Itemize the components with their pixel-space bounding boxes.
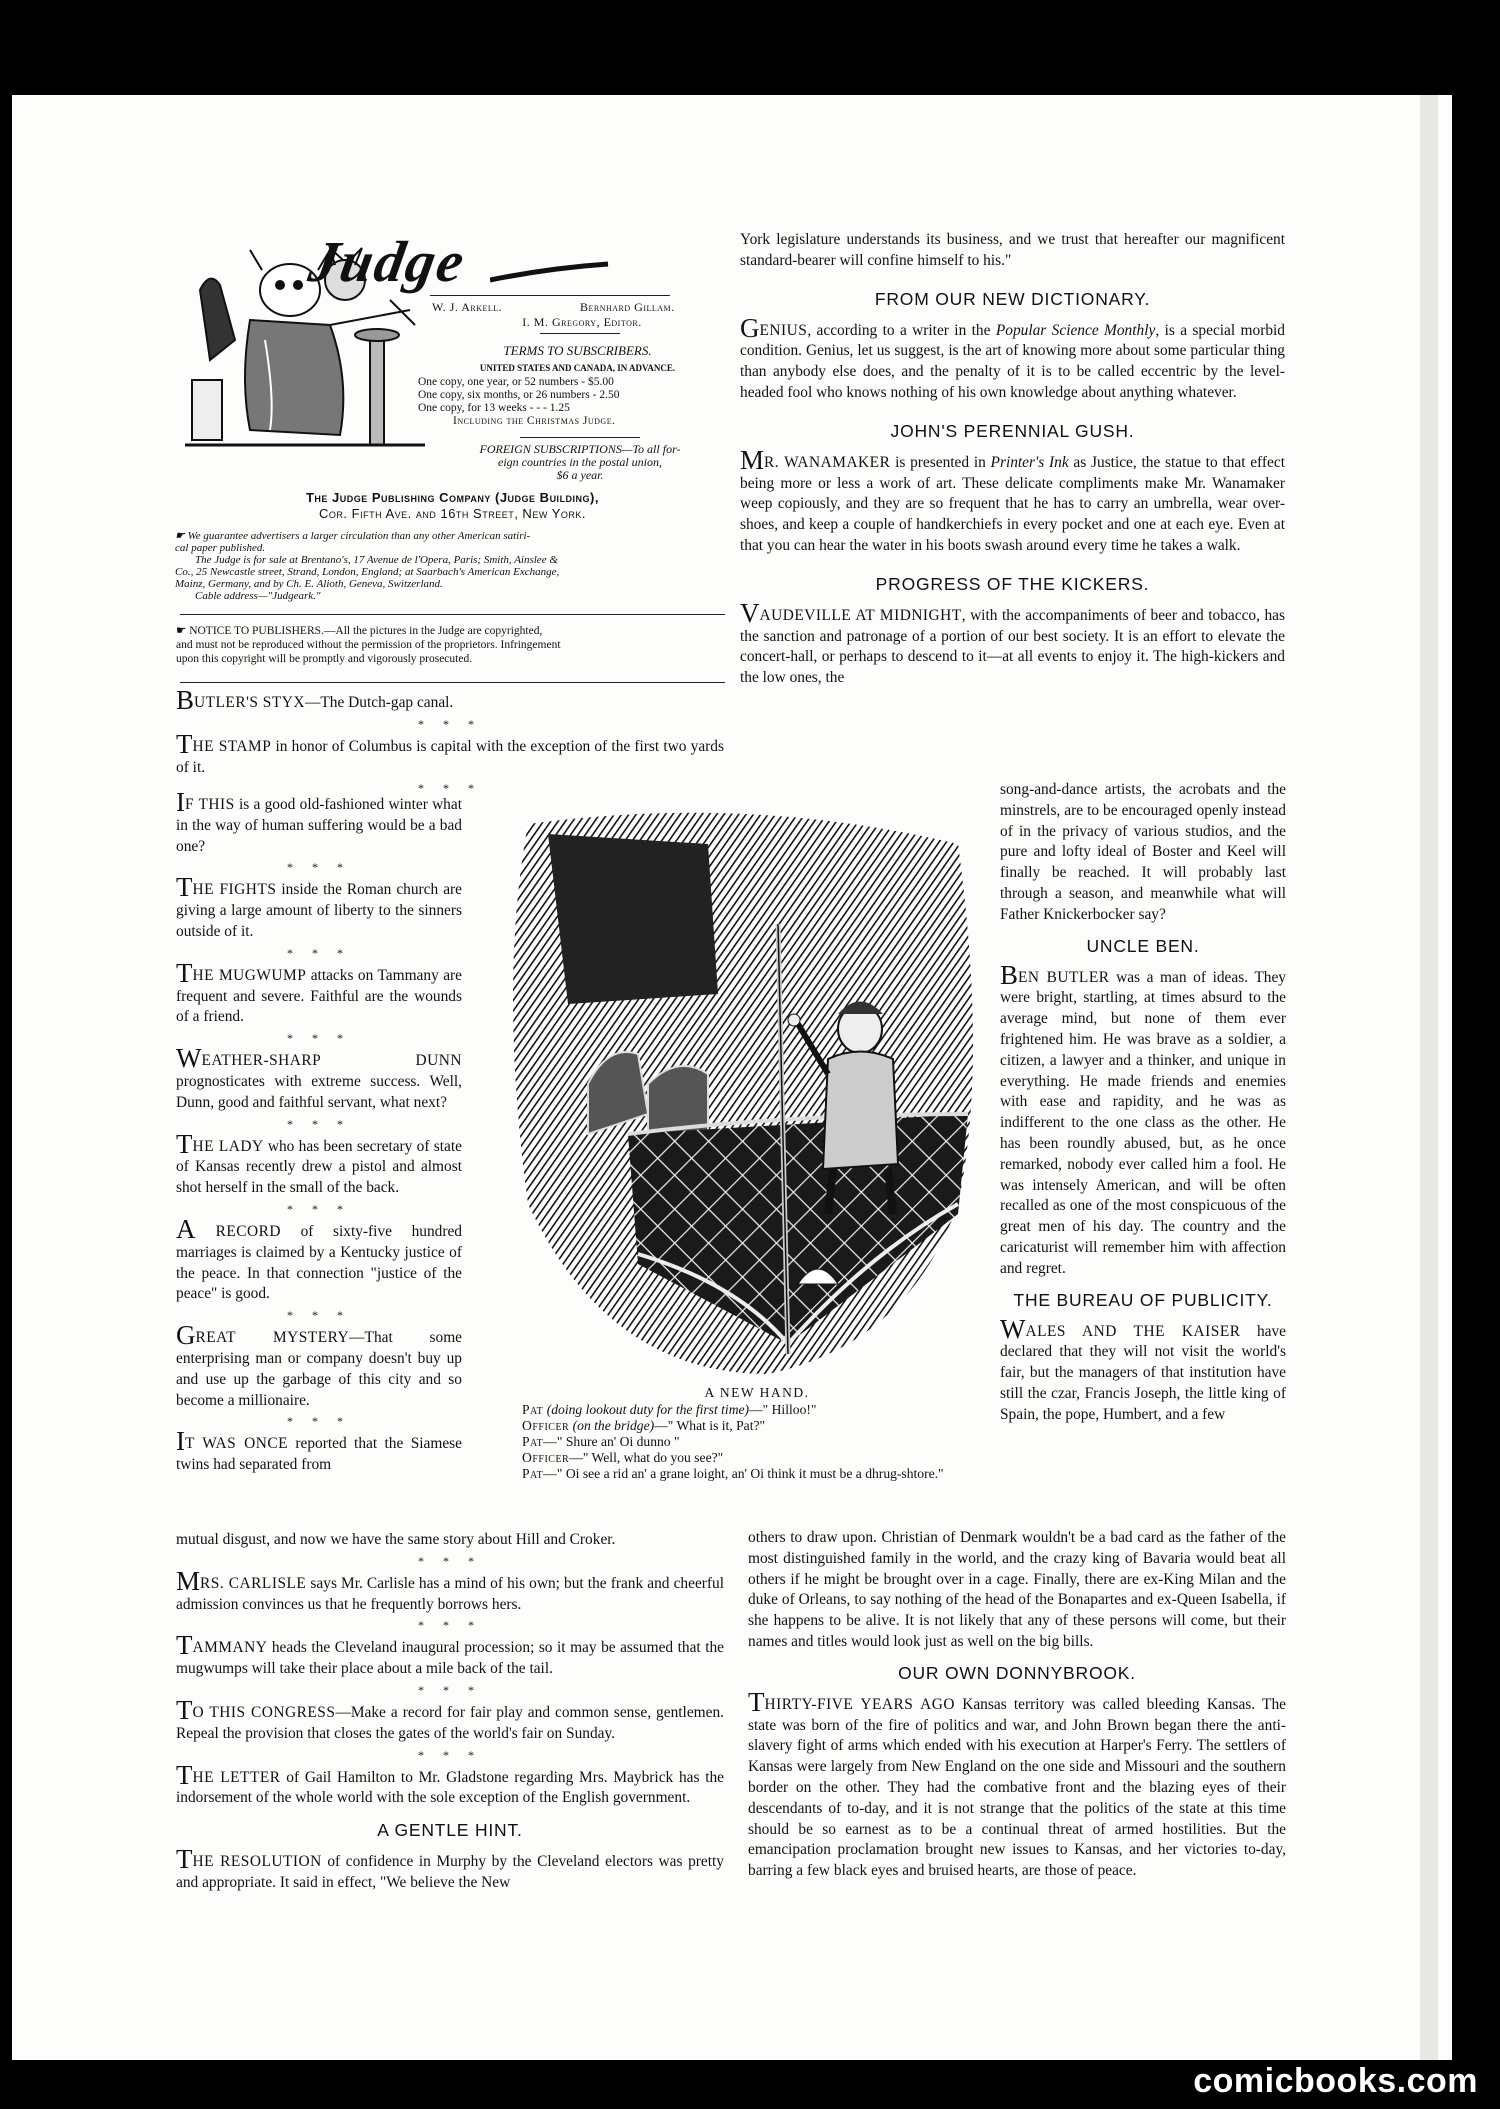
paragraph-text: of sixty-five hundred marriages is claimed by a Kentucky justice of the peace. In that connection "justice of the peace" is good. [176, 1222, 462, 1303]
stage-direction: (on the bridge) [572, 1418, 655, 1433]
paragraph [176, 957, 462, 1028]
notice-to-publishers [176, 624, 726, 666]
paragraph [176, 1565, 724, 1616]
caption-line [522, 1434, 992, 1450]
sale-line: The Judge is for sale at Brentano's, 17 Avenue de l'Opera, Paris; Smith, Ainslee & [195, 554, 558, 566]
paragraph [176, 728, 724, 779]
drop-cap: M [740, 444, 765, 475]
caption-line [522, 1402, 992, 1418]
foreign-line: $6 a year. [556, 468, 604, 482]
dialogue: —" Shure an' Oi dunno " [543, 1434, 680, 1449]
lead-in: HE LADY [192, 1137, 264, 1155]
separator: * * * [418, 1618, 482, 1633]
masthead-gillam: Bernhard Gillam. [580, 300, 675, 314]
paragraph-text: heads the Cleveland inaugural procession; so it may be assumed that the mugwumps will take their place about a mile back of the tail. [176, 1639, 724, 1678]
right-column-narrow [1000, 780, 1286, 1426]
drop-cap: T [748, 1686, 765, 1717]
paragraph-text: of Gail Hamilton to Mr. Gladstone regarding Mrs. Maybrick has the indorsement of the whole world with the sole exception of the English government. [176, 1768, 725, 1807]
lead-in: R. WANAMAKER [764, 453, 891, 471]
drop-cap: T [176, 1630, 193, 1661]
page-edge-shadow [1420, 95, 1438, 2060]
lead-in: T WAS ONCE [185, 1435, 289, 1453]
guarantee-line: cal paper published. [175, 542, 266, 554]
lead-in: HIRTY-FIVE YEARS AGO [764, 1695, 956, 1713]
paragraph-text: of confidence in Murphy by the Cleveland electors was pretty and appropriate. It said in effect, "We believe the New [176, 1853, 724, 1891]
lead-in: REAT MYSTERY [195, 1329, 350, 1347]
drop-cap: B [176, 685, 195, 715]
lead-in: RECORD [195, 1222, 282, 1240]
speaker: Pat [522, 1434, 544, 1449]
lead-in: AMMANY [192, 1639, 268, 1657]
left-column-narrow [176, 787, 462, 1476]
drop-cap: M [176, 1565, 201, 1596]
paragraph [740, 597, 1285, 689]
company-line: Cor. Fifth Ave. and 16th Street, New York. [319, 506, 586, 521]
paragraph-text: —Make a record for fair play and common sense, gentlemen. Repeal the provision that closes the gates of the world's fair on Sunday. [176, 1703, 724, 1742]
section-heading: FROM OUR NEW DICTIONARY. [874, 288, 1151, 309]
masthead-editor: I. M. Gregory, Editor. [522, 315, 642, 329]
lead-in: RS. CARLISLE [200, 1574, 307, 1592]
stage-direction: (doing lookout duty for the first time) [546, 1402, 750, 1417]
drop-cap: T [176, 1759, 193, 1790]
separator: * * * [287, 1031, 351, 1046]
foreign-line: FOREIGN SUBSCRIPTIONS—To all for- [479, 442, 681, 456]
notice-rule-bottom [180, 682, 725, 683]
paragraph-text: Kansas territory was called bleeding Kansas. The state was born of the fire of politics and war, and John Brown began there the anti-slavery fight of arms which ended with his execution at Harper's Ferry. The settlers of Kansas were largely from New England on the one side and Missouri and the southern border on the other. They had the combative front and the blazing eyes of their descendants of to-day, and it is not strange that the politics of the state at this time should be so earnest as to be a continual threat of armed hostilities. But the emancipation proclamation brought new issues to Kansas, and her victories to-day, barring a few black eyes and bruised hearts, are those of peace. [748, 1695, 1286, 1880]
paragraph [176, 1759, 725, 1810]
illustration-caption [522, 1385, 992, 1482]
drop-cap: T [176, 1694, 193, 1725]
paragraph-text: who has been secretary of state of Kansas recently drew a pistol and almost shot herself in the small of the back. [176, 1137, 462, 1197]
masthead-rule [430, 295, 670, 296]
paragraph [176, 1043, 462, 1113]
drop-cap: W [176, 1043, 202, 1074]
drop-cap: T [176, 1844, 193, 1875]
paragraph [176, 1320, 462, 1411]
drop-cap: G [176, 1320, 196, 1351]
paragraph [176, 787, 462, 857]
italic-title: Printer's Ink [990, 453, 1069, 471]
sale-line: Cable address—"Judgeark." [195, 590, 321, 602]
masthead-rule-2 [540, 333, 620, 334]
dialogue: —" Hilloo!" [749, 1402, 817, 1417]
drop-cap: T [176, 1128, 193, 1159]
masthead-rule-3 [520, 437, 640, 438]
separator: * * * [287, 1414, 351, 1429]
separator: * * * [418, 1747, 482, 1762]
lead-in: EATHER-SHARP DUNN [201, 1052, 462, 1070]
caption-line [522, 1418, 992, 1434]
lead-in: HE LETTER [192, 1768, 281, 1786]
separator: * * * [418, 1553, 482, 1568]
lead-in: EN BUTLER [1018, 968, 1110, 986]
section-heading: THE BUREAU OF PUBLICITY. [1013, 1289, 1273, 1310]
paragraph [748, 1686, 1286, 1882]
speaker: Officer [522, 1450, 570, 1465]
sale-line: Mainz, Germany, and by Ch. E. Alioth, Geneva, Switzerland. [175, 578, 443, 590]
dialogue: —" Oi see a rid an' a grane loight, an' Oi think it must be a dhrug-shtore." [543, 1466, 944, 1481]
caption-line [522, 1466, 992, 1482]
pointing-hand-icon: ☛ [175, 530, 188, 542]
drop-cap: I [176, 787, 185, 817]
drop-cap: T [176, 872, 193, 903]
paragraph [740, 444, 1285, 557]
lead-in: HE RESOLUTION [192, 1853, 322, 1871]
terms-line: One copy, six months, or 26 numbers - 2.50 [418, 389, 620, 401]
guarantee-line: We guarantee advertisers a larger circulation than any other American satiri- [187, 530, 531, 542]
paragraph [1000, 959, 1286, 1280]
lead-in: AUDEVILLE AT MIDNIGHT [759, 606, 962, 624]
drop-cap: V [740, 597, 760, 628]
caption-title: A NEW HAND. [704, 1385, 810, 1400]
separator: * * * [287, 945, 351, 960]
site-watermark[interactable]: comicbooks.com [1193, 2062, 1478, 2100]
left-column-top [176, 685, 724, 798]
dialogue: —" Well, what do you see?" [569, 1450, 724, 1465]
paragraph-text: is presented in [890, 453, 991, 471]
paragraph: others to draw upon. Christian of Denmark wouldn't be a bad card as the father of the most distinguished family in the world, and the crazy king of Bavaria would beat all others if he might be brought over in a cage. Finally, there are ex-King Milan and the duke of Orleans, to say nothing of the head of the Bonapartes and ex-Queen Isabella, if she happens to be alive. It is not likely that any of these persons will come, but their names and titles would look just as well on the big bills. [748, 1529, 1286, 1650]
lead-in: HE FIGHTS [192, 881, 277, 899]
notice-line: upon this copyright will be promptly and vigorously prosecuted. [176, 653, 473, 665]
italic-title: Popular Science Monthly [995, 321, 1156, 339]
paragraph-text: —The Dutch-gap canal. [304, 694, 454, 711]
drop-cap: G [740, 312, 760, 343]
notice-line: NOTICE TO PUBLISHERS.—All the pictures in the Judge are copyrighted, [189, 625, 543, 637]
foreign-subscriptions [420, 443, 740, 482]
paragraph-text: as Justice, the statue to that effect being more or less a work of art. These delicate compliments make Mr. Wanamaker weep copiously, and they are so frequent that he has to carry an umbrella, wear over-shoes, and keep a couple of handkerchiefs in every pocket and one at each eye. Even at that you can hear the water in his boots swash around every time he takes a walk. [740, 453, 1285, 554]
drop-cap: T [176, 728, 193, 759]
illustration-ship-lookout [488, 784, 1000, 1382]
section-heading: OUR OWN DONNYBROOK. [898, 1662, 1136, 1683]
lead-in: ENIUS [759, 321, 808, 339]
dialogue: —" What is it, Pat?" [654, 1418, 766, 1433]
foreign-line: eign countries in the postal union, [498, 455, 662, 469]
drop-cap: I [176, 1426, 185, 1457]
paragraph [176, 1694, 724, 1745]
right-column-bottom [748, 1528, 1286, 1891]
left-column-bottom [176, 1530, 724, 1903]
terms-line: One copy, one year, or 52 numbers - $5.00 [418, 376, 614, 388]
paragraph-text: , is a special morbid condition. Genius, let us suggest, is the art of knowing more about some particular thing than anybody else does, and the penalty of it is to be called eccentric by the level-headed fool who knows nothing of his own knowledge about anything whatever. [740, 321, 1285, 401]
advertiser-guarantee [175, 530, 725, 602]
paragraph [176, 1630, 724, 1680]
terms-title: TERMS TO SUBSCRIBERS. [503, 343, 652, 358]
paragraph-text: —That some enterprising man or company doesn't buy up and use up the garbage of this city and so become a millionaire. [176, 1329, 462, 1409]
terms-subtitle: UNITED STATES AND CANADA, IN ADVANCE. [479, 363, 676, 373]
drop-cap: A [176, 1213, 196, 1244]
terms-line: One copy, for 13 weeks - - - 1.25 [418, 402, 570, 414]
paragraph [176, 1844, 724, 1894]
paragraph-text: , with the accompaniments of beer and tobacco, has the sanction and patronage of a portion of our best society. It is an effort to elevate the concert-hall, or perhaps to descend to it—at all events to enjoy it. The high-kickers and the low ones, the [740, 606, 1285, 687]
section-heading: PROGRESS OF THE KICKERS. [875, 573, 1150, 594]
paragraph-text: inside the Roman church are giving a large amount of liberty to the sinners outside of it. [176, 881, 462, 940]
lead-in: F THIS [185, 796, 235, 813]
paragraph-text: , according to a writer in the [807, 321, 996, 339]
terms-line: Including the Christmas Judge. [453, 415, 616, 427]
paragraph [176, 872, 462, 942]
paragraph-text: was a man of ideas. They were bright, startling, at times absurd to the average mind, but none of them ever frightened him. He was brave as a soldier, a citizen, a lawyer and a thinker, and unique in everything. He made friends and enemies with ease and rapidity, and he was as indifferent to the one class as the other. He has been roundly abused, but, as he once remarked, nobody ever called him a fool. He was intensely American, and will be often recalled as one of the most conspicuous of the great men of his day. The country and the caricaturist will remember him with affection and regret. [1000, 968, 1286, 1277]
publisher-address [180, 490, 725, 522]
pointing-hand-icon: ☛ [176, 625, 190, 637]
drop-cap: T [176, 957, 193, 988]
paragraph-text: says Mr. Carlisle has a mind of his own; but the frank and cheerful admission convinces us that he frequently borrows hers. [176, 1574, 724, 1613]
paragraph-text: prognosticates with extreme success. Well, Dunn, good and faithful servant, what next? [176, 1072, 462, 1111]
paragraph [740, 312, 1285, 404]
separator: * * * [418, 1682, 482, 1697]
sale-line: Co., 25 Newcastle street, Strand, London, England; at Saarbach's American Exchange, [175, 566, 560, 578]
speaker: Officer [522, 1418, 570, 1433]
lead-in: UTLER'S STYX [194, 694, 305, 711]
separator: * * * [287, 1201, 351, 1216]
separator: * * * [287, 1116, 351, 1131]
notice-rule-top [180, 614, 725, 615]
caption-line [522, 1450, 992, 1466]
paragraph [1000, 1313, 1286, 1426]
separator: * * * [287, 860, 351, 875]
paragraph [176, 1213, 462, 1305]
paragraph-text: have declared that they will not visit the world's fair, but the managers of that institution have still the czar, Francis Joseph, the little king of Spain, the pope, Humbert, and a few [1000, 1322, 1286, 1423]
judge-logo: Judge [304, 229, 471, 294]
section-heading: UNCLE BEN. [1086, 935, 1200, 956]
separator: * * * [418, 716, 482, 731]
right-column-top [740, 230, 1285, 698]
paragraph-text: reported that the Siamese twins had separated from [176, 1435, 462, 1474]
drop-cap: B [1000, 959, 1019, 990]
company-line: The Judge Publishing Company (Judge Building), [305, 490, 600, 505]
paragraph [176, 1128, 462, 1199]
paragraph [176, 1426, 462, 1476]
separator: * * * [287, 1308, 351, 1323]
paragraph-text: is a good old-fashioned winter what in the way of human suffering would be a bad one? [176, 796, 462, 855]
paragraph-text: in honor of Columbus is capital with the exception of the first two yards of it. [176, 737, 724, 776]
lead-in: ALES AND THE KAISER [1025, 1322, 1241, 1340]
speaker: Pat [522, 1402, 544, 1417]
section-heading: JOHN'S PERENNIAL GUSH. [890, 420, 1135, 441]
paragraph-text: attacks on Tammany are frequent and severe. Faithful are the wounds of a friend. [176, 966, 462, 1026]
speaker: Pat [522, 1466, 544, 1481]
lead-in: O THIS CONGRESS [192, 1703, 336, 1721]
paragraph: York legislature understands its business, and we trust that hereafter our magnificent standard-bearer will confine himself to his." [740, 231, 1285, 269]
paragraph: song-and-dance artists, the acrobats and the minstrels, are to be encouraged openly instead of in the privacy of various studios, and the pure and lofty ideal of Boster and Keel will finally be reached. It will probably last through a season, and meanwhile what will Father Knickerbocker say? [1000, 781, 1286, 923]
lead-in: HE STAMP [192, 737, 272, 755]
terms-list [418, 376, 748, 428]
paragraph [176, 685, 724, 715]
drop-cap: W [1000, 1313, 1026, 1344]
paragraph: mutual disgust, and now we have the same story about Hill and Croker. [176, 1531, 616, 1548]
section-heading: A GENTLE HINT. [377, 1820, 523, 1841]
masthead-arkell: W. J. Arkell. [432, 300, 503, 314]
separator: * * * [418, 781, 482, 796]
lead-in: HE MUGWUMP [192, 966, 307, 984]
logo-swash [490, 258, 610, 288]
notice-line: and must not be reproduced without the permission of the proprietors. Infringement [176, 639, 561, 651]
